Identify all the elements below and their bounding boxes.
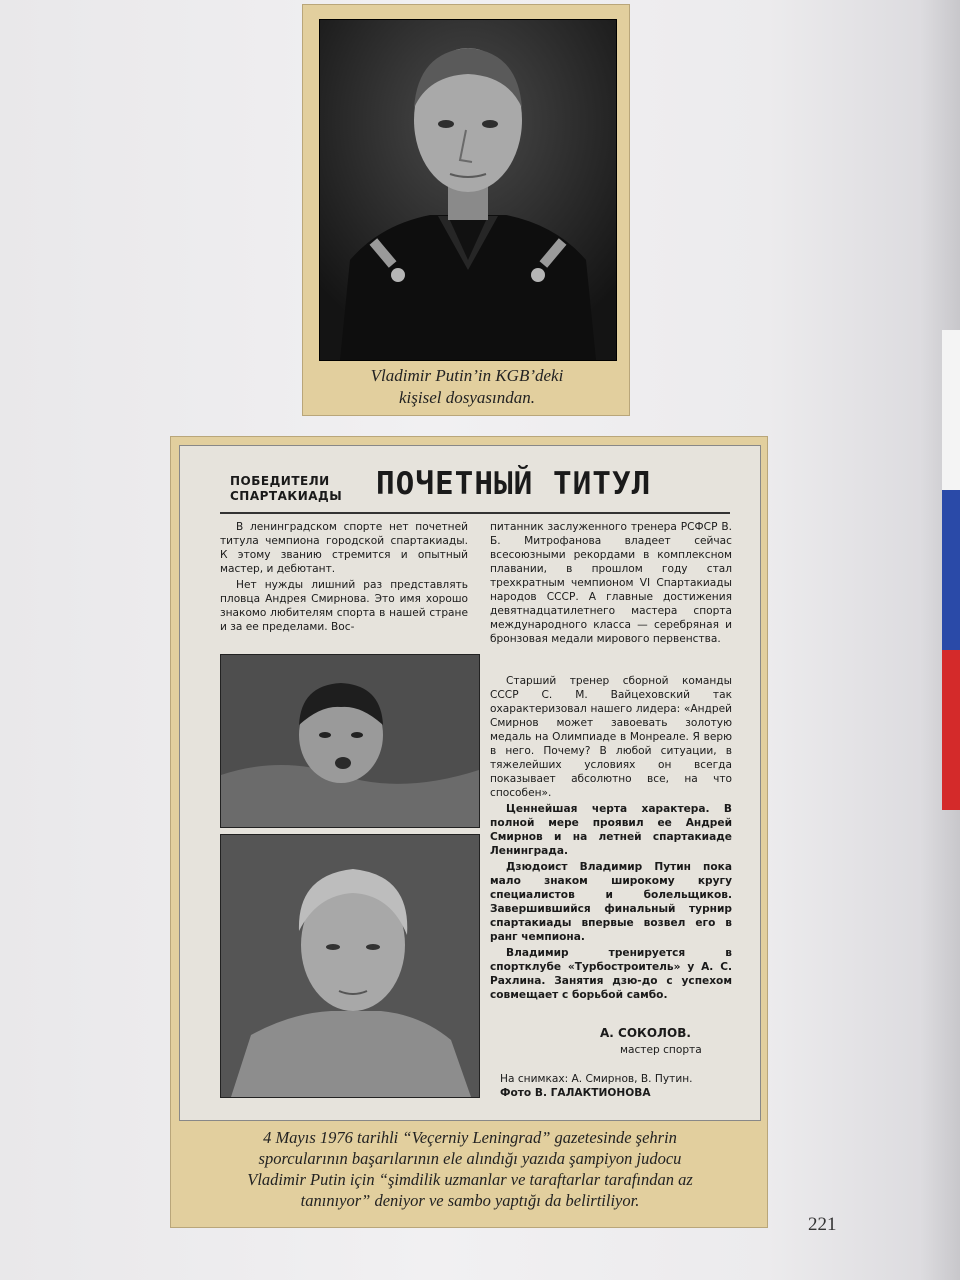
portrait-illustration [320,20,616,360]
author-signature: А. СОКОЛОВ. [600,1026,691,1040]
newspaper-caption [171,1127,769,1211]
left-paragraph: Нет нужды лишний раз представлять пловца Андрея Смирнова. Это имя хорошо знакомо любителям спорта в нашей стране и за ее пределами. Вос- [220,579,468,633]
kgb-portrait-photo [319,19,617,361]
photo-credit [500,1072,740,1100]
portrait-caption-line1: Vladimir Putin’in KGB’deki [370,366,564,385]
newspaper-card [170,436,768,1228]
right-paragraph: Владимир тренируется в спортклубе «Турбостроитель» у А. С. Рахлина. Занятия дзю-до с успехом совмещает с борьбой самбо. [490,947,732,1001]
left-column [220,520,468,636]
russian-flag-strip [942,330,960,810]
kicker-line1: ПОБЕДИТЕЛИ [230,474,330,488]
page-number: 221 [808,1214,837,1235]
author-role: мастер спорта [620,1044,702,1056]
right-paragraph: Старший тренер сборной команды СССР С. М. Вайцеховский так охарактеризовал нашего лидера: «Андрей Смирнов может завоевать золотую медаль на Олимпиаде в Монреале. Я верю в него. Почему? В любой ситуации, в тяжелейших условиях он всегда показывает абсолютно все, на что способен». [490,675,732,799]
putin-young-illustration [221,835,479,1097]
clipping-headline: ПОЧЕТНЫЙ ТИТУЛ [376,466,652,502]
clipping-kicker [230,474,342,504]
newspaper-caption-line2: sporcularının başarılarının ele alındığı yazıda şampiyon judocu [258,1149,682,1168]
right-paragraph: питанник заслуженного тренера РСФСР В. Б. Митрофанова владеет сейчас всесоюзными рекордами в комплексном плавании, в прошлом году стал трехкратным чемпионом VI Спартакиады народов СССР. А главные достижения девятнадцатилетнего мастера спорта международного класса — серебряная и бронзовая медали мирового первенства. [490,521,732,645]
right-paragraph: Ценнейшая черта характера. В полной мере проявил ее Андрей Смирнов и на летней спартакиаде Ленинграда. [490,803,732,857]
newspaper-caption-line1: 4 Mayıs 1976 tarihli “Veçerniy Leningrad” gazetesinde şehrin [263,1128,677,1147]
swimmer-photo [220,654,480,828]
left-paragraph: В ленинградском спорте нет почетней титула чемпиона городской спартакиады. К этому званию стремится и опытный мастер, и дебютант. [220,521,468,575]
kicker-line2: СПАРТАКИАДЫ [230,489,343,503]
putin-judo-photo [220,834,480,1098]
photo-credit-line1: На снимках: А. Смирнов, В. Путин. [500,1073,693,1085]
portrait-caption [303,365,631,409]
swimmer-illustration [221,655,479,827]
headline-rule [220,512,730,514]
newspaper-caption-line4: tanınıyor” deniyor ve sambo yaptığı da belirtiliyor. [300,1191,640,1210]
newspaper-clipping [179,445,761,1121]
right-paragraph: Дзюдоист Владимир Путин пока мало знаком широкому кругу специалистов и болельщиков. Завершившийся финальный турнир спартакиады впервые возвел его в ранг чемпиона. [490,861,732,943]
photo-credit-line2: Фото В. ГАЛАКТИОНОВА [500,1087,651,1099]
portrait-caption-line2: kişisel dosyasından. [399,388,535,407]
portrait-card [302,4,630,416]
right-column [490,674,732,1004]
newspaper-caption-line3: Vladimir Putin için “şimdilik uzmanlar ve taraftarlar tarafından az [247,1170,693,1189]
right-column-top [490,520,732,648]
